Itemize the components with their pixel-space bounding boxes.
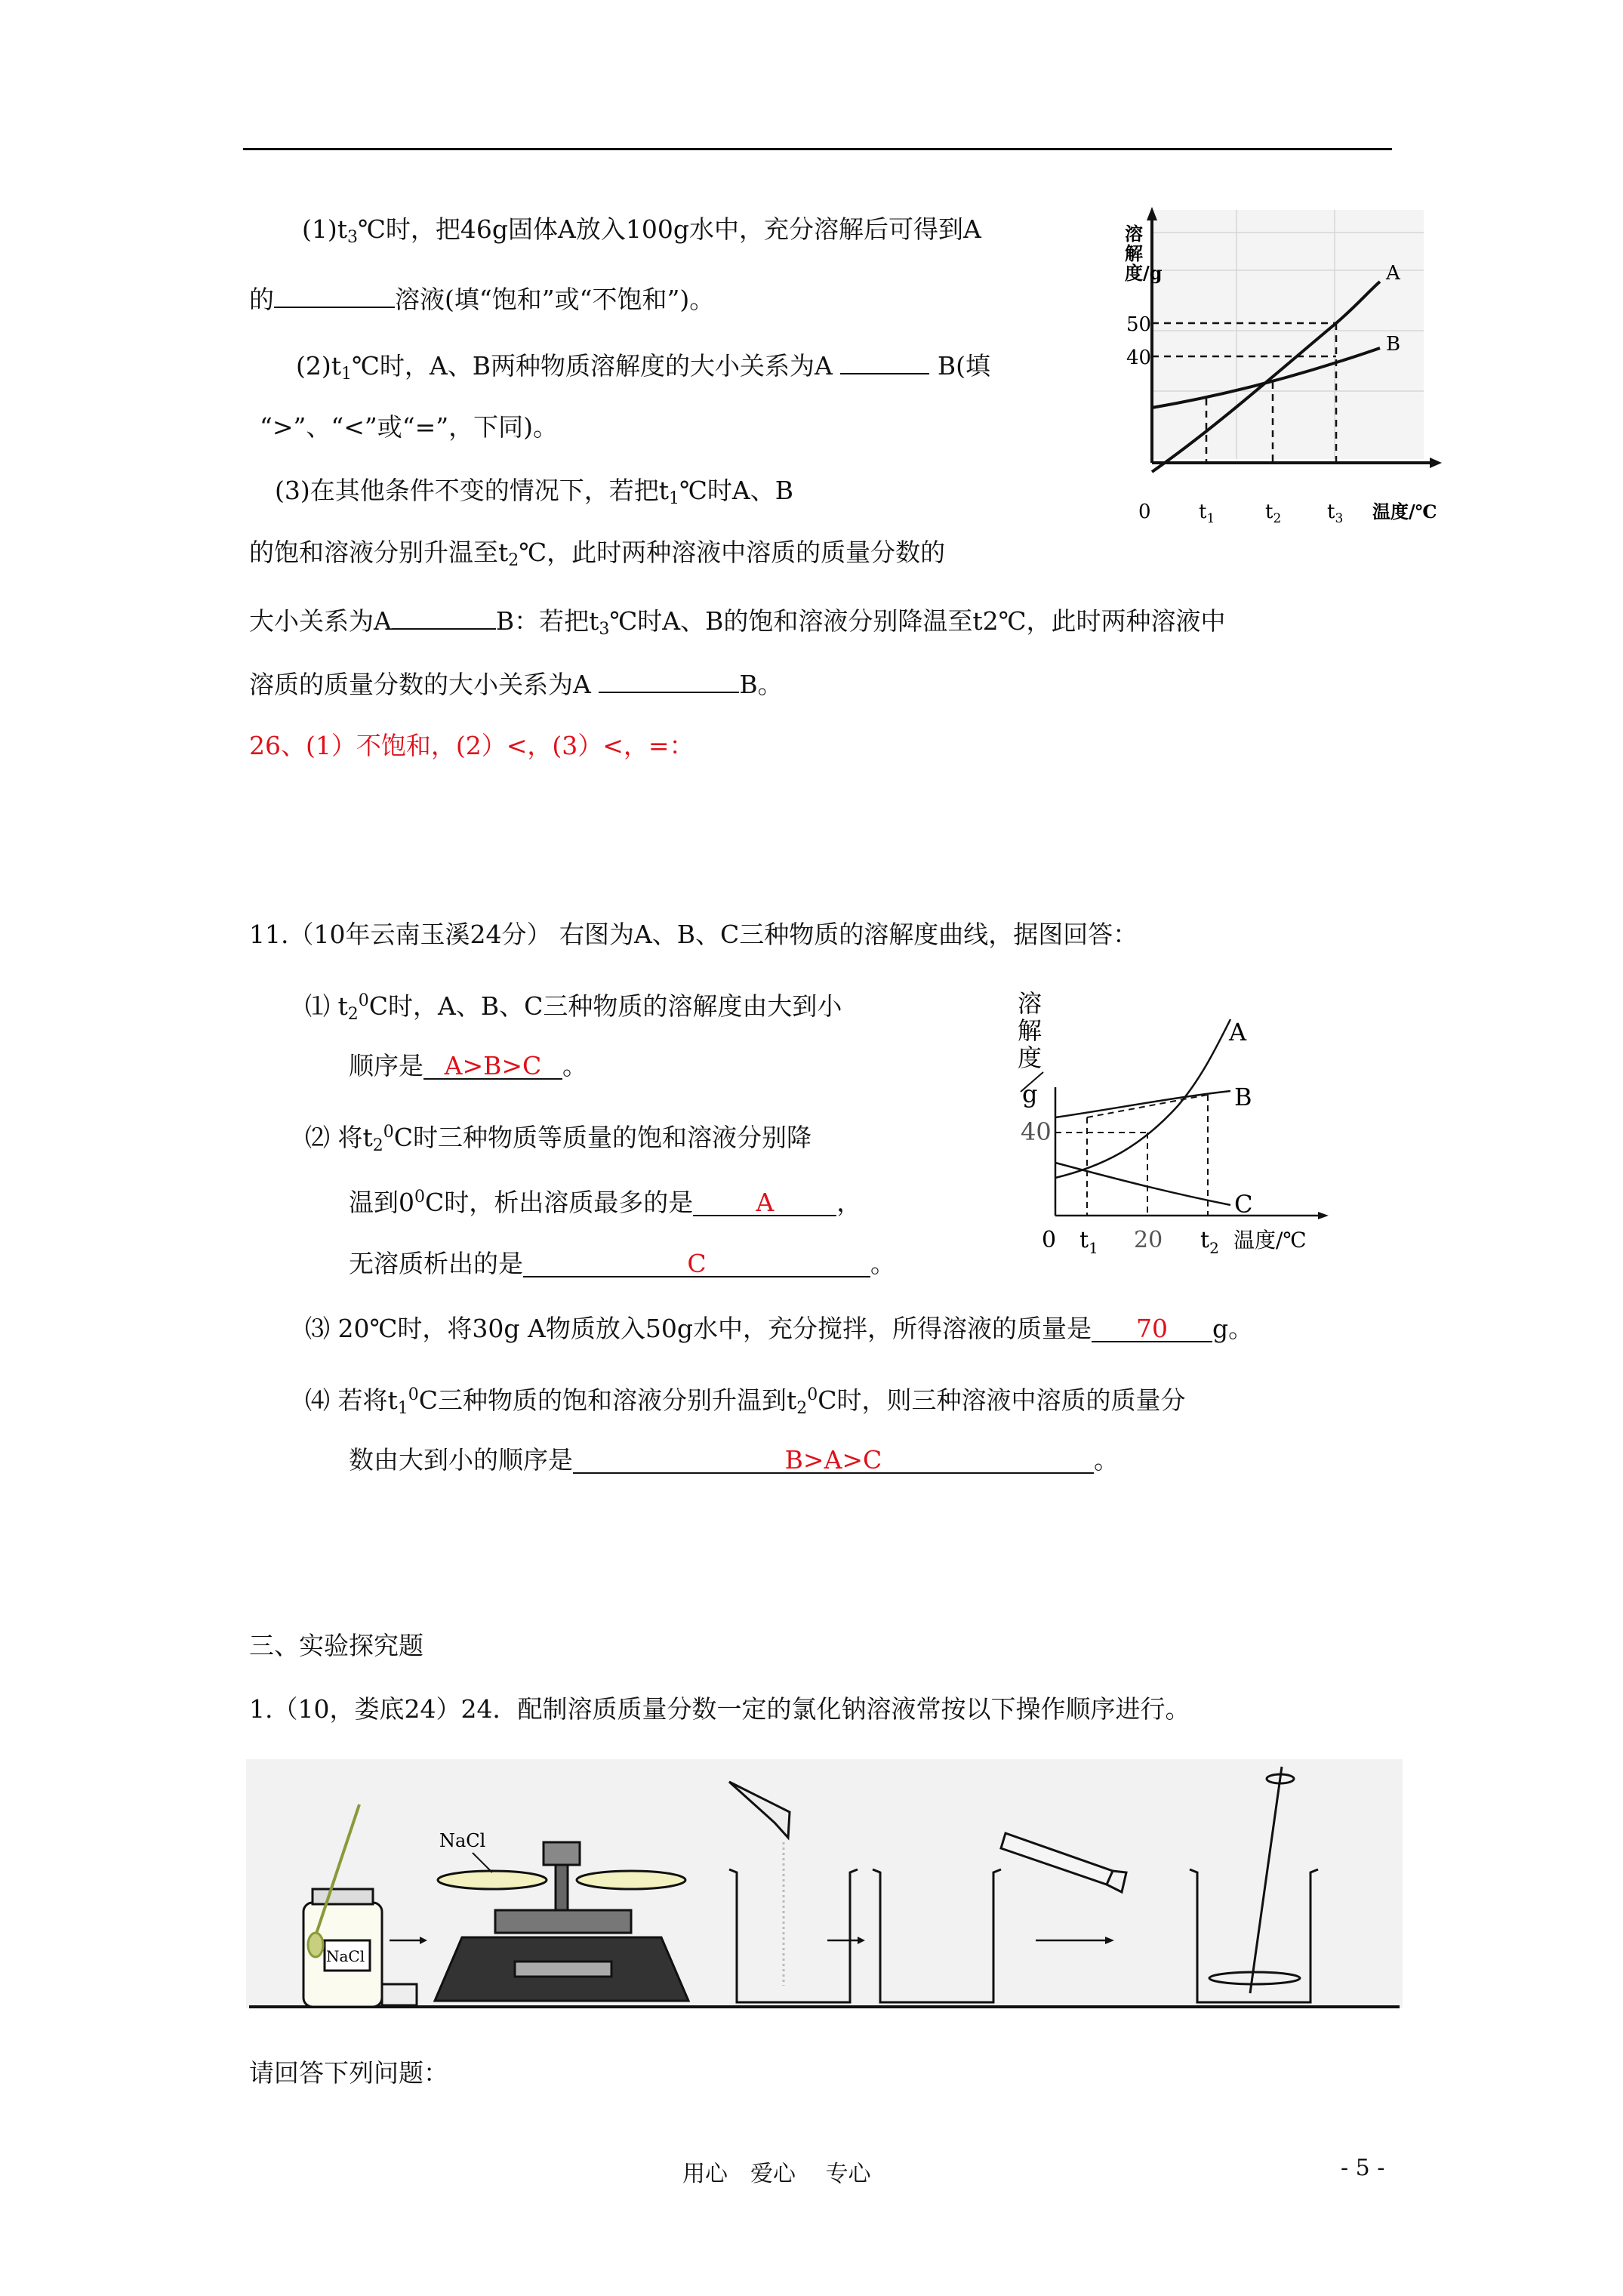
q11-sub2-line3: 无溶质析出的是 C 。 <box>349 1249 895 1278</box>
q11-sub2-line1: ⑵ 将$t_2^0C$时三种物质等质量的饱和溶液分别降 <box>305 1123 812 1155</box>
y-tick-50: 50 <box>1126 313 1152 336</box>
q11-answer-3[interactable]: C <box>523 1252 870 1277</box>
curve-label-b: B <box>1234 1083 1252 1111</box>
x-tick-t3: $t_3$ <box>1327 501 1344 526</box>
ylabel-char-2: 解 <box>1125 242 1143 264</box>
x-tick-t2: $t_2$ <box>1200 1227 1219 1257</box>
q26-part3-line2: 的饱和溶液分别升温至$t_2℃$，此时两种溶液中溶质的质量分数的 <box>249 538 946 570</box>
q26-part2-line2: “>”、“<”或“=”，下同)。 <box>260 412 559 442</box>
q26-part3-line1: (3)在其他条件不变的情况下，若把$t_1℃$时A、B <box>275 476 794 508</box>
q26-part3-line4: 溶质的质量分数的大小关系为A B。 <box>249 667 783 700</box>
section3-q1: 1.（10，娄底24）24．配制溶质质量分数一定的氯化钠溶液常按以下操作顺序进行。 <box>249 1694 1190 1724</box>
q11-sub1-line2: 顺序是 A>B>C 。 <box>349 1051 587 1080</box>
graph2-xlabel: 温度/℃ <box>1233 1228 1307 1253</box>
x-tick-20: 20 <box>1134 1227 1163 1253</box>
solubility-graph-1 <box>1116 202 1448 542</box>
x-tick-0: 0 <box>1138 501 1151 523</box>
q26-part1-line2: 的 溶液(填“饱和”或“不饱和”)。 <box>249 282 714 315</box>
q26-answer: 26、(1）不饱和，(2）<，(3）<，=： <box>249 731 694 760</box>
q11-sub1-line1: ⑴ $t_2^0C$时，A、B、C三种物质的溶解度由大到小 <box>305 991 842 1024</box>
curve-label-a: A <box>1229 1018 1247 1046</box>
y-tick-40: 40 <box>1126 347 1152 369</box>
x-tick-t1: $t_1$ <box>1199 501 1215 526</box>
q11-heading: 11.（10年云南玉溪24分） 右图为A、B、C三种物质的溶解度曲线，据图回答： <box>249 920 1138 949</box>
q26-part1-line1: $(1)t_3℃$时，把46g固体A放入100g水中，充分溶解后可得到A <box>302 214 981 247</box>
lab-procedure-illustration <box>246 1759 1403 2016</box>
page-number: - 5 - <box>1341 2155 1385 2181</box>
curve-b <box>1055 1091 1230 1117</box>
curve-label-b: B <box>1386 333 1401 356</box>
header-rule <box>243 148 1392 150</box>
q11-sub4-line1: ⑷ 若将$t_1^0C$三种物质的饱和溶液分别升温到$t_2^0C$时，则三种溶液中溶质的质量分 <box>305 1385 1186 1418</box>
footer-motto: 用心 爱心 专心 <box>682 2161 871 2187</box>
q11-answer-5[interactable]: B>A>C <box>573 1448 1094 1474</box>
x-tick-t1: $t_1$ <box>1079 1227 1098 1257</box>
solubility-graph-2 <box>1004 982 1336 1268</box>
x-tick-0: 0 <box>1042 1227 1057 1253</box>
q26-blank-1[interactable] <box>274 282 395 308</box>
q11-sub4-line2: 数由大到小的顺序是 B>A>C 。 <box>349 1445 1119 1475</box>
q26-part2-line1: $(2)t_1℃$时，A、B两种物质溶解度的大小关系为A B(填 <box>296 349 990 390</box>
q11-answer-2[interactable]: A <box>693 1191 836 1216</box>
curve-label-a: A <box>1386 262 1400 285</box>
q11-answer-1[interactable]: A>B>C <box>423 1054 562 1080</box>
follow-up-prompt: 请回答下列问题： <box>249 2058 448 2088</box>
ylabel-char-3: 度/g <box>1125 262 1163 284</box>
graph1-xlabel: 温度/℃ <box>1372 501 1437 522</box>
q26-blank-3[interactable] <box>392 604 496 630</box>
q11-sub2-line2: 温到$0^0C$时，析出溶质最多的是 A ， <box>349 1188 862 1217</box>
ylabel-char-1: 溶 <box>1125 223 1143 245</box>
curve-a <box>1055 1019 1230 1178</box>
q11-answer-4[interactable]: 70 <box>1092 1317 1212 1342</box>
q26-blank-4[interactable] <box>599 667 739 693</box>
curve-c <box>1055 1163 1230 1205</box>
jar-label: NaCl <box>326 1947 365 1965</box>
ylabel-unit: g <box>1022 1080 1038 1108</box>
x-tick-t2: $t_2$ <box>1265 501 1282 526</box>
section3-title: 三、实验探究题 <box>249 1631 423 1660</box>
balance-label-nacl: NaCl <box>439 1830 486 1851</box>
q11-sub3: ⑶ 20℃时，将30g A物质放入50g水中，充分搅拌，所得溶液的质量是 70 g。 <box>305 1314 1254 1343</box>
ylabel-char-2: 解 <box>1018 1016 1042 1045</box>
y-tick-40: 40 <box>1021 1117 1052 1146</box>
curve-label-c: C <box>1234 1190 1253 1219</box>
ylabel-char-3: 度 <box>1018 1043 1042 1072</box>
q26-blank-2[interactable] <box>840 349 929 374</box>
ylabel-char-1: 溶 <box>1018 989 1042 1018</box>
q26-part3-line3: 大小关系为A B：若把$t_3℃$时A、B的饱和溶液分别降温至t2℃，此时两种溶液中 <box>249 604 1226 645</box>
